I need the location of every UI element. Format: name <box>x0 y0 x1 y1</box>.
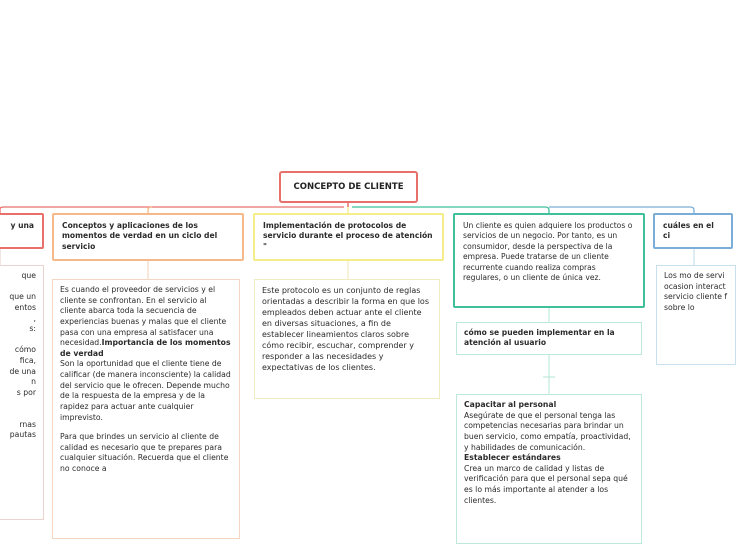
como-label: cómo se pueden implementar en la atención al usuario <box>464 328 615 348</box>
capacitar-text: Asegúrate de que el personal tenga las competencias necesarias para brindar un buen servicio, como empatía, proactividad, y habilidades de comunicación. <box>464 410 631 452</box>
protocolo-text: Este protocolo es un conjunto de reglas orientadas a describir la forma en que los empleados deben actuar ante el cliente en diversas situaciones, a fin de establecer lineamientos claros sobre cómo recibir, escuchar, comprender y responder a las necesidades y expectativas de los clientes. <box>262 286 429 373</box>
topic-label: cuáles en el ci <box>663 221 714 241</box>
text-line: s por <box>16 387 36 397</box>
subtopic-protocolo-detalle[interactable] <box>254 279 440 399</box>
root-topic[interactable] <box>279 171 418 203</box>
topic-label: y una <box>10 221 34 230</box>
topic-partial-left[interactable] <box>0 213 44 249</box>
text-line: entos <box>14 302 36 312</box>
momentos-paragraph-2: Son la oportunidad que el cliente tiene de calificar (de manera inconsciente) la calidad del servicio que le ofrecen. Depende mucho de la respuesta de la empresa y de la rapidez para actuar ante cualquier imprevisto. <box>60 359 231 422</box>
text-line: fica, <box>19 356 36 365</box>
subtopic-momentos-detalle[interactable] <box>52 279 240 539</box>
text-line: cómo <box>14 345 36 355</box>
text-line: n <box>31 377 36 387</box>
right-partial-text: Los mo de servi ocasion interact servicio cliente f sobre lo <box>664 271 728 312</box>
topic-definicion-cliente[interactable] <box>453 213 645 308</box>
subtopic-capacitar[interactable] <box>456 394 642 544</box>
capacitar-heading: Capacitar al personal <box>464 400 557 409</box>
topic-label: Implementación de protocolos de servicio durante el proceso de atención " <box>263 221 433 251</box>
root-title: CONCEPTO DE CLIENTE <box>293 182 404 192</box>
momentos-paragraph-3: Para que brindes un servicio al cliente de calidad es necesario que te prepares para cualquier situación. Recuerda que el cliente no conoce a <box>60 432 229 473</box>
topic-momentos-de-verdad[interactable] <box>52 213 244 261</box>
topic-partial-right[interactable] <box>653 213 733 249</box>
momentos-heading: Importancia de los momentos de verdad <box>60 338 231 358</box>
subtopic-como-implementar[interactable] <box>456 322 642 355</box>
text-line: s: <box>29 324 36 334</box>
topic-label: Conceptos y aplicaciones de los momentos de verdad en un ciclo del servicio <box>62 221 218 251</box>
text-line <box>0 335 36 346</box>
estandares-text: Crea un marco de calidad y listas de verificación para que el personal sepa qué es lo más importante al atender a los clientes. <box>464 463 628 505</box>
topic-protocolos[interactable] <box>253 213 444 261</box>
text-line: de una <box>9 366 36 376</box>
momentos-paragraph-1: Es cuando el proveedor de servicios y el cliente se confrontan. En el servicio al cliente abarca toda la secuencia de experiencias buenas y malas que el cliente pasa con una empresa al satisfacer una necesidad. <box>60 285 227 348</box>
topic-label: Un cliente es quien adquiere los productos o servicios de un negocio. Por tanto, es un consumidor, desde la perspectiva de la empresa. Puede tratarse de un cliente recurrente cuando realiza compras regulares, o un cliente de única vez. <box>463 221 633 283</box>
text-line: rnas <box>19 419 36 429</box>
text-line: pautas <box>9 430 36 440</box>
text-line: , <box>33 313 36 323</box>
subtopic-partial-left[interactable] <box>0 265 44 520</box>
text-line: que un <box>9 292 36 302</box>
text-line: que <box>21 271 36 280</box>
estandares-heading: Establecer estándares <box>464 453 561 463</box>
text-line <box>0 409 36 420</box>
subtopic-partial-right[interactable] <box>656 265 736 365</box>
text-line <box>0 399 36 410</box>
text-line <box>0 282 36 293</box>
